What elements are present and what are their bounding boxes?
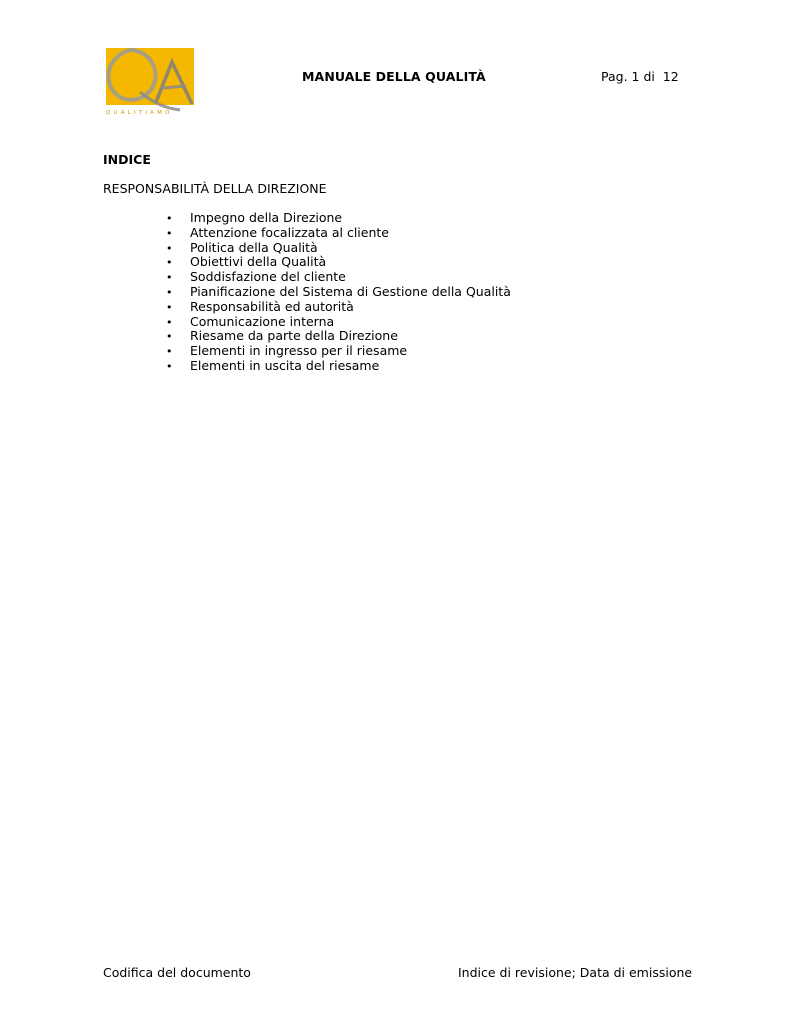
list-item-label: Responsabilità ed autorità	[190, 298, 354, 314]
bullet-icon: •	[166, 330, 173, 344]
list-item	[166, 300, 511, 315]
bullet-icon: •	[166, 271, 173, 285]
footer-document-code: Codifica del documento	[103, 965, 251, 980]
list-item-label: Comunicazione interna	[190, 313, 335, 329]
document-title: MANUALE DELLA QUALITÀ	[302, 69, 486, 84]
bullet-icon: •	[166, 345, 173, 359]
bullet-icon: •	[166, 226, 173, 240]
list-item	[166, 255, 511, 270]
list-item	[166, 270, 511, 285]
bullet-icon: •	[166, 241, 173, 255]
bullet-icon: •	[166, 285, 173, 299]
list-item	[166, 226, 511, 241]
logo-wordmark: QUALITIAMO	[106, 110, 173, 116]
index-list	[166, 211, 511, 374]
list-item-label: Attenzione focalizzata al cliente	[190, 224, 389, 240]
qa-logo-mark	[100, 40, 200, 118]
list-item	[166, 329, 511, 344]
bullet-icon: •	[166, 300, 173, 314]
footer-revision-info: Indice di revisione; Data di emissione	[458, 965, 693, 980]
list-item-label: Impegno della Direzione	[190, 210, 343, 225]
list-item	[166, 211, 511, 226]
bullet-icon: •	[166, 359, 173, 373]
company-logo	[100, 40, 200, 118]
list-item-label: Riesame da parte della Direzione	[190, 328, 398, 344]
list-item-label: Obiettivi della Qualità	[190, 254, 327, 270]
list-item-label: Pianificazione del Sistema di Gestione della Qualità	[190, 283, 511, 299]
list-item	[166, 315, 511, 330]
list-item	[166, 285, 511, 300]
index-heading: INDICE	[103, 152, 151, 167]
bullet-icon: •	[166, 256, 173, 270]
list-item	[166, 359, 511, 374]
bullet-icon: •	[166, 315, 173, 329]
list-item	[166, 241, 511, 256]
bullet-icon: •	[166, 212, 173, 225]
page-number: Pag. 1 di 12	[601, 69, 679, 84]
list-item	[166, 344, 511, 359]
list-item-label: Elementi in ingresso per il riesame	[190, 343, 408, 359]
list-item-label: Elementi in uscita del riesame	[190, 357, 380, 373]
list-item-label: Politica della Qualità	[190, 239, 318, 255]
section-heading: RESPONSABILITÀ DELLA DIREZIONE	[103, 181, 327, 196]
list-item-label: Soddisfazione del cliente	[190, 269, 346, 285]
logo-a-bar	[162, 86, 186, 88]
